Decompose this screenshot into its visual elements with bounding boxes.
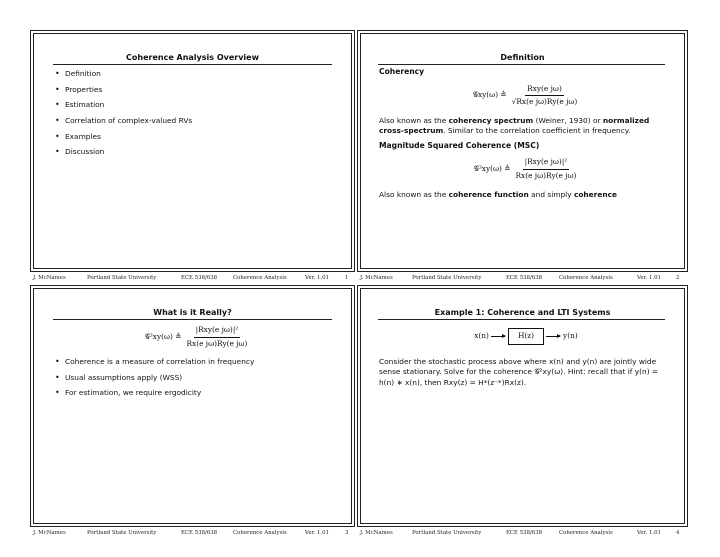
equation-lhs: 𝒢²xy(ω) ≜ (473, 163, 511, 173)
msc-description: Also known as the coherence function and simply coherence (379, 190, 617, 199)
list-item: • Discussion (54, 147, 340, 158)
equation-numerator: |Rxy(e jω)|² (194, 325, 241, 338)
list-item: • Coherence is a measure of correlation in frequency (54, 357, 340, 368)
slide-content (54, 323, 340, 404)
list-item: • Examples (54, 132, 340, 143)
slide-title: Coherence Analysis Overview (126, 53, 259, 62)
msc-equation (54, 325, 340, 349)
equation-fraction (513, 157, 578, 181)
equation-numerator: Rxy(e jω) (525, 84, 564, 97)
title-rule (378, 64, 665, 65)
equation-fraction (184, 325, 249, 349)
slide-content (379, 67, 673, 201)
slide-content (379, 328, 673, 388)
list-item: • Usual assumptions apply (WSS) (54, 373, 340, 384)
equation-denominator: Rx(e jω)Ry(e jω) (515, 170, 577, 180)
block-diagram (379, 328, 673, 345)
slide-title: Definition (500, 53, 545, 62)
list-item: • Properties (54, 85, 340, 96)
list-item: • For estimation, we require ergodicity (54, 388, 340, 399)
slide-3 (30, 285, 355, 527)
slide-1 (30, 30, 355, 272)
equation-lhs: 𝒢xy(ω) ≜ (472, 90, 507, 100)
slide-title: What is it Really? (153, 308, 232, 317)
coherency-equation (379, 84, 673, 108)
msc-heading: Magnitude Squared Coherence (MSC) (379, 140, 540, 150)
msc-equation (379, 157, 673, 181)
slide-4 (357, 285, 688, 527)
coherency-heading: Coherency (379, 67, 425, 76)
equation-fraction (510, 84, 580, 108)
list-item: • Definition (54, 69, 340, 80)
example-description: Consider the stochastic process above where x(n) and y(n) are jointly wide sense stationary. Solve for the coherence 𝒢²xy(ω). Hint: recall that if y(n) = h(n) ∗ x(n), then Rxy(z) = H*(z⁻*)Rx(z). (379, 356, 659, 387)
slide-2 (357, 30, 688, 272)
output-signal: y(n) (563, 331, 578, 340)
arrow-icon (546, 336, 560, 337)
equation-denominator: √Rx(e jω)Ry(e jω) (511, 97, 578, 106)
title-rule (378, 319, 665, 320)
slide-title: Example 1: Coherence and LTI Systems (434, 308, 611, 317)
equation-lhs: 𝒢²xy(ω) ≜ (144, 331, 182, 341)
list-item: • Estimation (54, 100, 340, 111)
list-item: • Correlation of complex-valued RVs (54, 116, 340, 127)
bullet-list (54, 357, 340, 399)
input-signal: x(n) (474, 331, 489, 340)
equation-denominator: Rx(e jω)Ry(e jω) (186, 338, 248, 348)
arrow-icon (491, 336, 505, 337)
equation-numerator: |Rxy(e jω)|² (523, 157, 570, 170)
title-rule (53, 319, 332, 320)
title-rule (53, 64, 332, 65)
slide-content (54, 69, 340, 163)
coherency-description: Also known as the coherency spectrum (Weiner, 1930) or normalized cross-spectrum. Similar to the correlation coefficient in frequency. (379, 115, 650, 135)
bullet-list (54, 69, 340, 158)
system-box: H(z) (508, 328, 544, 345)
